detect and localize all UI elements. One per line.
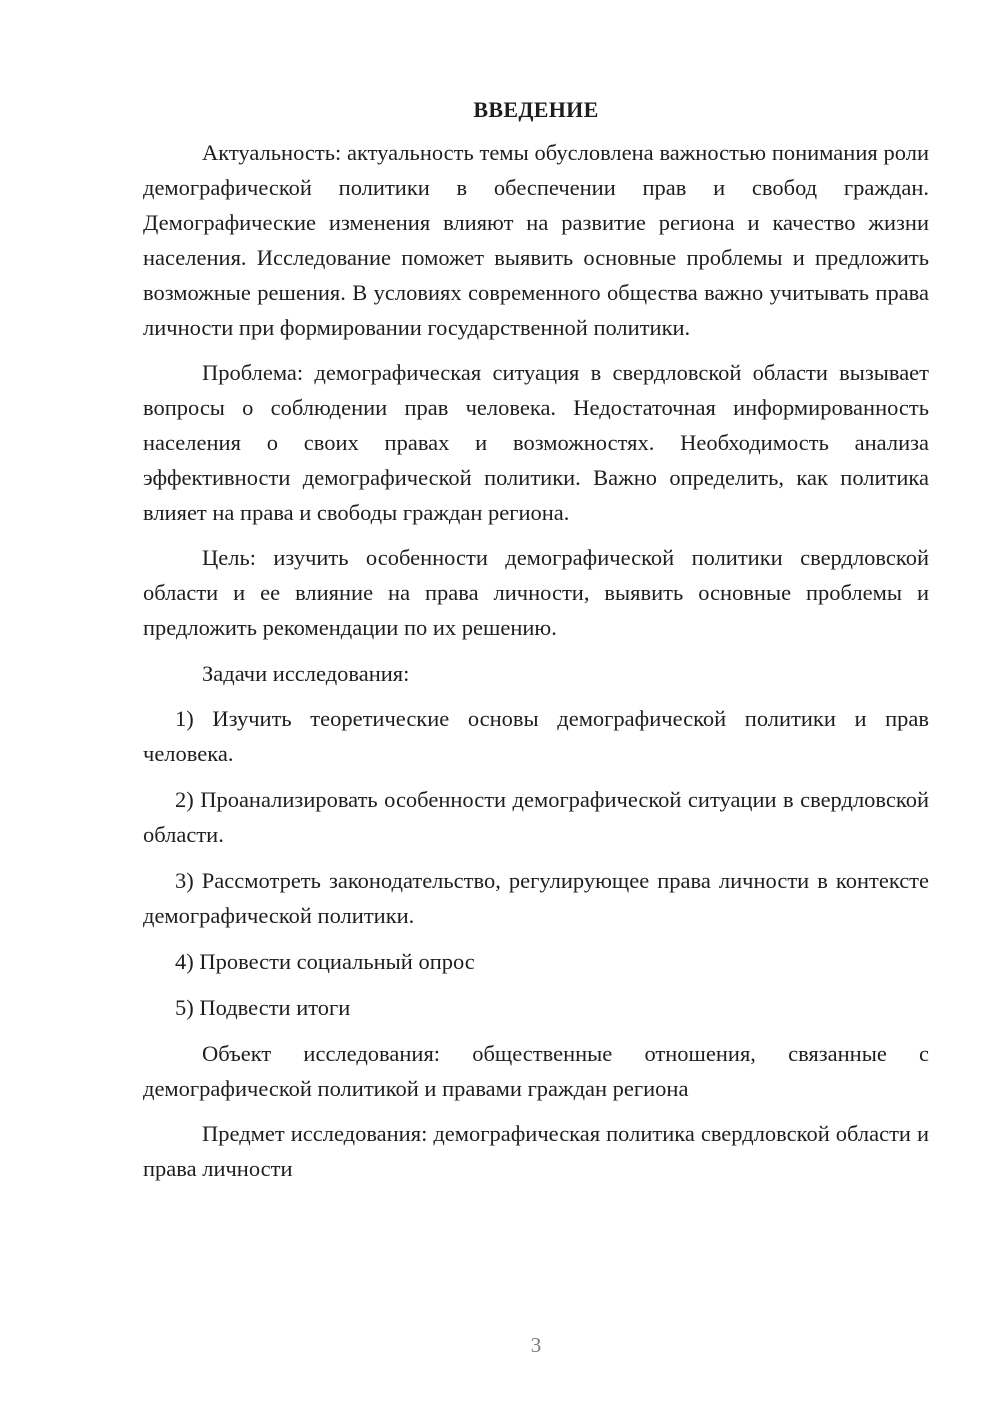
task-item: 5) Подвести итоги xyxy=(175,995,351,1020)
subject-paragraph: Предмет исследования: демографическая политика свердловской области и права личности xyxy=(143,1121,929,1181)
problem-paragraph: Проблема: демографическая ситуация в свердловской области вызывает вопросы о соблюдении прав человека. Недостаточная информированность населения о своих правах и возможностях. Необходимость анализа эффективности демографической политики. Важно определить, как политика влияет на права и свободы граждан региона. xyxy=(143,360,929,525)
object-paragraph: Объект исследования: общественные отношения, связанные с демографической политикой и правами граждан региона xyxy=(143,1041,929,1101)
page-title: ВВЕДЕНИЕ xyxy=(473,97,599,122)
goal-paragraph: Цель: изучить особенности демографической политики свердловской области и ее влияние на права личности, выявить основные проблемы и предложить рекомендации по их решению. xyxy=(143,545,929,640)
page-body xyxy=(143,95,929,1196)
relevance-paragraph: Актуальность: актуальность темы обусловлена важностью понимания роли демографической политики в обеспечении прав и свобод граждан. Демографические изменения влияют на развитие региона и качество жизни населения. Исследование поможет выявить основные проблемы и предложить возможные решения. В условиях современного общества важно учитывать права личности при формировании государственной политики. xyxy=(143,140,929,340)
tasks-heading: Задачи исследования: xyxy=(202,661,410,686)
task-item: 2) Проанализировать особенности демографической ситуации в свердловской области. xyxy=(143,787,929,847)
page-number: 3 xyxy=(530,1333,542,1357)
task-item: 4) Провести социальный опрос xyxy=(175,949,475,974)
task-item: 3) Рассмотреть законодательство, регулирующее права личности в контексте демографической политики. xyxy=(143,868,929,928)
task-item: 1) Изучить теоретические основы демографической политики и прав человека. xyxy=(143,706,929,766)
